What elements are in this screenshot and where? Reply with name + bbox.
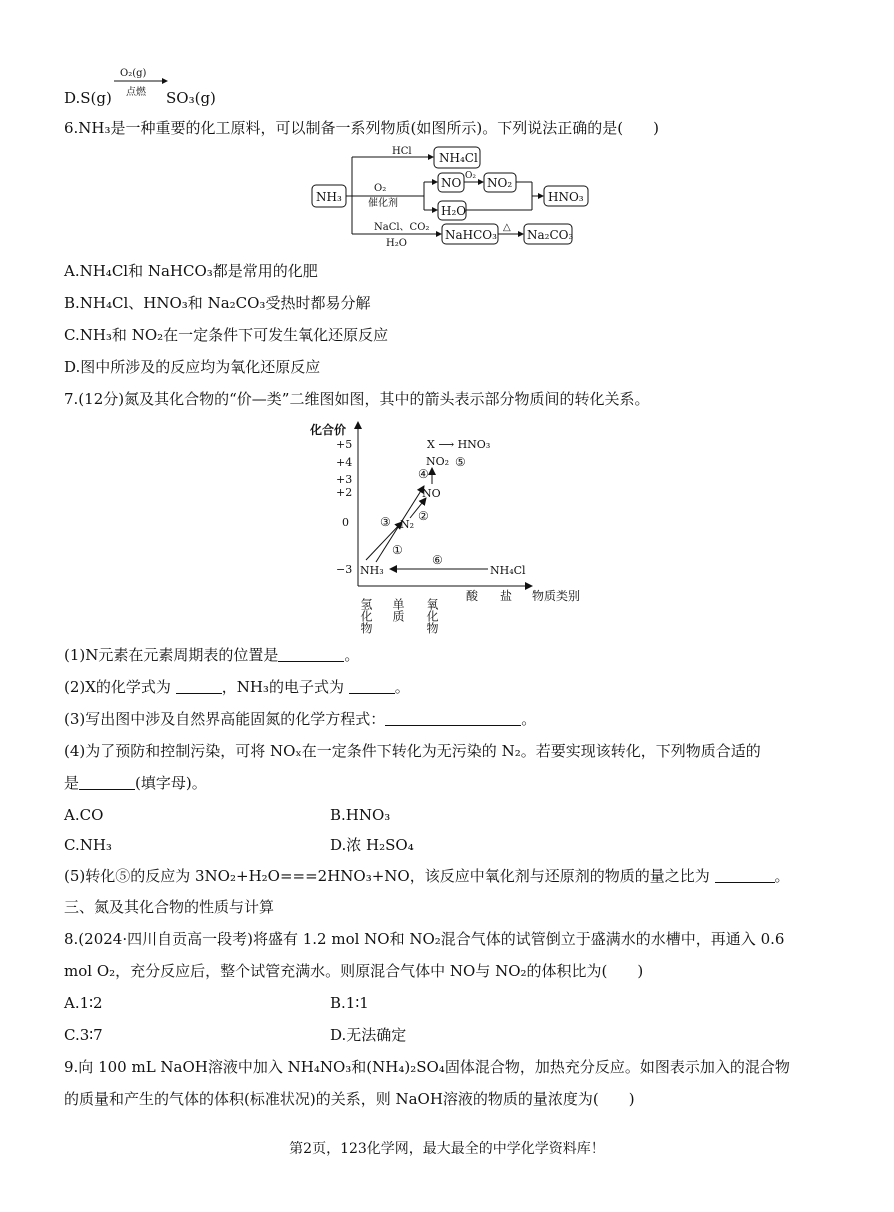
q6-nh3: NH₃ [316,190,342,204]
q6-heat: △ [503,222,511,233]
q6-option-c: C.NH₃和 NO₂在一定条件下可发生氧化还原反应 [64,326,389,344]
q6-hno3: HNO₃ [548,190,584,204]
q7-mark-6: ⑥ [432,553,443,567]
q7-no: NO [422,487,441,500]
q6-o2b: O₂ [465,171,476,181]
q7-blank-5[interactable] [79,775,135,790]
q7-n2: N₂ [400,518,415,531]
q8-option-a: A.1∶2 [64,994,103,1012]
q7-mark-1: ① [392,543,403,557]
q7-ytick-+5: +5 [336,438,353,451]
q6-nacl: NaCl、CO₂ [374,222,430,233]
q5d-below: 点燃 [126,87,146,98]
q7-no2: NO₂ [426,455,450,468]
q7-part3: (3)写出图中涉及自然界高能固氮的化学方程式： 。 [64,710,537,728]
q7-blank-2[interactable] [176,679,222,694]
q7-xcat-acid: 酸 [466,589,479,603]
q7-nh3: NH₃ [360,564,384,577]
q7-xaxis-label: 物质类别 [532,589,581,603]
q7-nh4cl: NH₄Cl [490,564,526,577]
q7-option-b: B.HNO₃ [330,806,391,824]
q7-xcat-salt: 盐 [500,589,513,603]
q8-option-c: C.3∶7 [64,1026,103,1044]
q7-ytick-0: 0 [342,516,349,529]
q7-ytick-+2: +2 [336,486,353,499]
q5d-arrow [110,64,170,104]
q7-blank-1[interactable] [278,647,344,662]
q6-cat: 催化剂 [368,198,398,209]
q5d-product: SO₃(g) [166,89,216,107]
q6-option-a: A.NH₄Cl和 NaHCO₃都是常用的化肥 [64,262,318,280]
q7-mark-4: ④ [418,467,429,481]
q6-stem: 6.NH₃是一种重要的化工原料，可以制备一系列物质(如图所示)。下列说法正确的是( ) [64,119,659,137]
q8-line1: 8.(2024·四川自贡高一段考)将盛有 1.2 mol NO和 NO₂混合气体的试管倒立于盛满水的水槽中，再通入 0.6 [64,930,785,948]
q7-mark-5: ⑤ [455,455,466,469]
q7-xcat-element: 单质 [391,598,405,622]
q7-blank-6[interactable] [715,868,775,883]
q8-option-b: B.1∶1 [330,994,369,1012]
q5d-above: O₂(g) [120,68,147,79]
q7-option-a: A.CO [64,806,104,824]
q8-line2: mol O₂，充分反应后，整个试管充满水。则原混合气体中 NO与 NO₂的体积比为( ) [64,962,644,980]
q7-ytick-+4: +4 [336,456,353,469]
q7-x-hno3: X ⟶ HNO₃ [427,438,491,451]
page-footer: 第2页，123化学网，最大最全的中学化学资料库！ [289,1141,605,1157]
q6-no2: NO₂ [487,176,513,190]
q9-line1: 9.向 100 mL NaOH溶液中加入 NH₄NO₃和(NH₄)₂SO₄固体混合物，加热充分反应。如图表示加入的混合物 [64,1058,790,1076]
q6-nahco3: NaHCO₃ [445,228,497,242]
section-3-heading: 三、氮及其化合物的性质与计算 [64,898,275,916]
q7-blank-4[interactable] [385,711,521,726]
q7-ytick-+3: +3 [336,473,353,486]
q7-yaxis-label: 化合价 [310,423,347,437]
q8-option-d: D.无法确定 [330,1026,407,1044]
q6-h2o2: H₂O [386,238,407,249]
q7-mark-2: ② [418,509,429,523]
q7-xcat-hydride: 氢化物 [359,598,373,634]
q9-line2: 的质量和产生的气体的体积(标准状况)的关系，则 NaOH溶液的物质的量浓度为( ) [64,1090,635,1108]
q6-diagram [300,140,600,252]
q7-part4-line2: 是 (填字母)。 [64,774,207,792]
q6-na2co3: Na₂CO₃ [527,228,574,242]
q7-mark-3: ③ [380,515,391,529]
q6-o2: O₂ [374,183,387,194]
q7-chart [300,418,600,634]
q7-stem: 7.(12分)氮及其化合物的“价—类”二维图如图，其中的箭头表示部分物质间的转化关系。 [64,390,650,408]
q7-option-c: C.NH₃ [64,836,112,854]
q6-no: NO [441,176,462,190]
q7-part2: (2)X的化学式为 ，NH₃的电子式为 。 [64,678,410,696]
q6-hcl: HCl [392,146,412,157]
q7-part4-line1: (4)为了预防和控制污染，可将 NOₓ在一定条件下转化为无污染的 N₂。若要实现该转化，下列物质合适的 [64,742,761,760]
q7-part1: (1)N元素在元素周期表的位置是 。 [64,646,360,664]
q6-h2o: H₂O [441,204,467,218]
q6-nh4cl: NH₄Cl [439,151,478,165]
q7-xcat-oxide: 氧化物 [425,598,439,634]
q7-ytick--3: −3 [336,563,353,576]
q5d-label: D.S(g) [64,89,112,107]
q6-option-d: D.图中所涉及的反应均为氧化还原反应 [64,358,321,376]
q7-option-d: D.浓 H₂SO₄ [330,836,414,854]
q7-blank-3[interactable] [349,679,395,694]
q7-part5: (5)转化⑤的反应为 3NO₂+H₂O===2HNO₃+NO，该反应中氧化剂与还原剂的物质的量之比为 。 [64,867,790,885]
q6-option-b: B.NH₄Cl、HNO₃和 Na₂CO₃受热时都易分解 [64,294,371,312]
